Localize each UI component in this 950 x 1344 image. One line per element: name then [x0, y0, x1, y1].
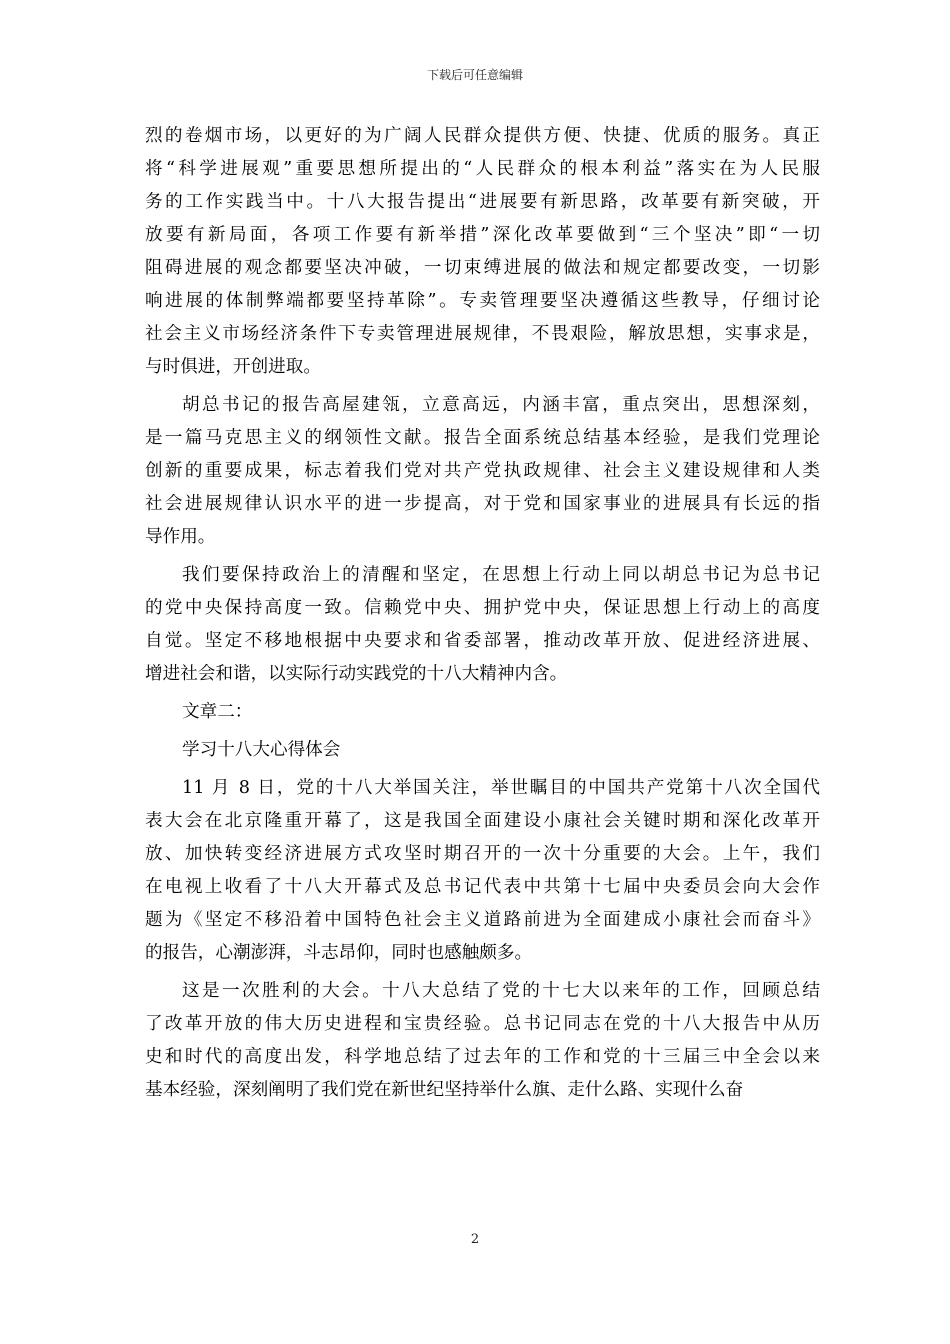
paragraph — [145, 696, 820, 729]
document-body — [145, 120, 820, 1112]
text-line: 我们要保持政治上的清醒和坚定，在思想上行动上同以胡总书记为总书记 — [182, 565, 820, 585]
text-line: 社会进展规律认识水平的进一步提高，对于党和国家事业的进展具有长远的指 — [145, 494, 820, 514]
text-line: 了改革开放的伟大历史进程和宝贵经验。总书记同志在党的十八大报告中从历 — [145, 1014, 820, 1034]
paragraph — [145, 734, 820, 767]
text-line: 增进社会和谐，以实际行动实践党的十八大精神内含。 — [145, 664, 568, 684]
text-line: 11 月 8 日，党的十八大举国关注，举世瞩目的中国共产党第十八次全国代 — [182, 778, 820, 798]
text-line: 社会主义市场经济条件下专卖管理进展规律，不畏艰险，解放思想，实事求是， — [145, 324, 820, 344]
paragraph — [145, 389, 820, 554]
text-line: 在电视上收看了十八大开幕式及总书记代表中共第十七届中央委员会向大会作 — [145, 877, 820, 897]
text-line: 学习十八大心得体会 — [182, 740, 341, 760]
text-line: 胡总书记的报告高屋建瓴，立意高远，内涵丰富，重点突出，思想深刻， — [182, 395, 820, 415]
text-line: 放、加快转变经济进展方式攻坚时期召开的一次十分重要的大会。上午，我们 — [145, 844, 820, 864]
text-line: 题为《坚定不移沿着中国特色社会主义道路前进为全面建成小康社会而奋斗》 — [145, 910, 820, 930]
text-line: 自觉。坚定不移地根据中央要求和省委部署，推动改革开放、促进经济进展、 — [145, 631, 820, 651]
page-number: 2 — [470, 1232, 480, 1247]
text-line: 放要有新局面，各项工作要有新举措”深化改革要做到“三个坚决”即“一切 — [145, 225, 820, 245]
text-line: 将“科学进展观”重要思想所提出的“人民群众的根本利益”落实在为人民服 — [145, 159, 820, 179]
text-line: 阻碍进展的观念都要坚决冲破，一切束缚进展的做法和规定都要改变，一切影 — [145, 258, 820, 278]
paragraph — [145, 120, 820, 384]
text-line: 表大会在北京隆重开幕了，这是我国全面建设小康社会关键时期和深化改革开 — [145, 811, 820, 831]
text-line: 的党中央保持高度一致。信赖党中央、拥护党中央，保证思想上行动上的高度 — [145, 598, 820, 618]
text-line: 务的工作实践当中。十八大报告提出“进展要有新思路，改革要有新突破，开 — [145, 192, 820, 212]
text-line: 基本经验，深刻阐明了我们党在新世纪坚持举什么旗、走什么路、实现什么奋 — [145, 1080, 744, 1100]
text-line: 导作用。 — [145, 527, 216, 547]
text-line: 的报告，心潮澎湃，斗志昂仰，同时也感触颇多。 — [145, 943, 533, 963]
text-line: 这是一次胜利的大会。十八大总结了党的十七大以来年的工作，回顾总结 — [182, 981, 820, 1001]
text-line: 与时俱进，开创进取。 — [145, 357, 321, 377]
page-header: 下载后可任意编辑 — [426, 68, 523, 82]
paragraph — [145, 975, 820, 1107]
text-line: 史和时代的高度出发，科学地总结了过去年的工作和党的十三届三中全会以来 — [145, 1047, 820, 1067]
text-line: 是一篇马克思主义的纲领性文献。报告全面系统总结基本经验，是我们党理论 — [145, 428, 820, 448]
text-line: 响进展的体制弊端都要坚持革除”。专卖管理要坚决遵循这些教导，仔细讨论 — [145, 291, 820, 311]
text-line: 创新的重要成果，标志着我们党对共产党执政规律、社会主义建设规律和人类 — [145, 461, 820, 481]
paragraph — [145, 772, 820, 970]
paragraph — [145, 559, 820, 691]
text-line: 烈的卷烟市场，以更好的为广阔人民群众提供方便、快捷、优质的服务。真正 — [145, 126, 820, 146]
text-line: 文章二： — [182, 702, 253, 722]
